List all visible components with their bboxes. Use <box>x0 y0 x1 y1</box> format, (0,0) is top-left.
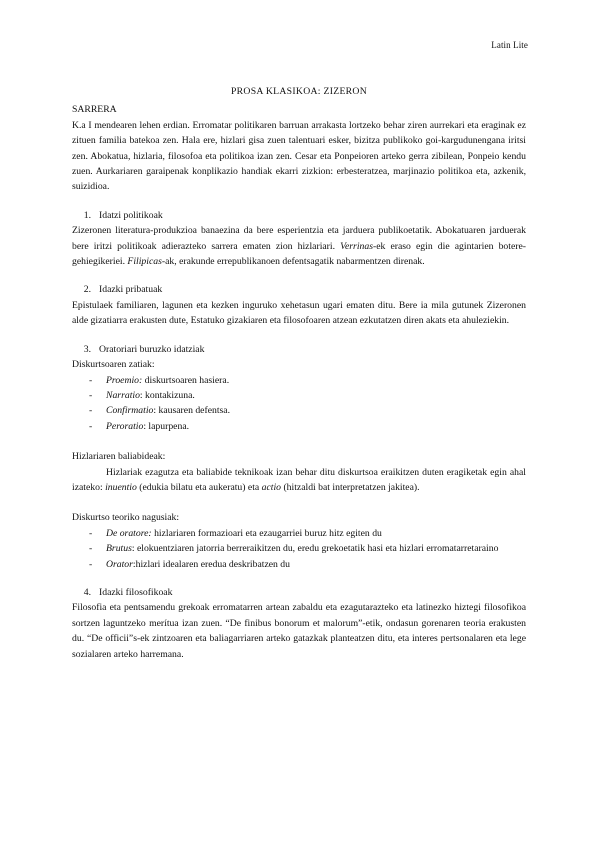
list-term: Proemio: <box>106 374 143 386</box>
list-item <box>72 526 526 541</box>
list-item <box>72 388 526 403</box>
tools-text-a: Hizlariak ezagutza eta baliabide teknikoak izan behar ditu diskurtsoa eraikitzen duten eragiketak egin ahal izateko: <box>72 466 526 493</box>
spacer <box>72 434 526 449</box>
dash-bullet: - <box>89 527 93 539</box>
section-1-em-b: Filipicas <box>127 256 162 268</box>
dash-bullet: - <box>89 374 93 386</box>
section-3-title: Oratoriari buruzko idatziak <box>99 343 205 355</box>
list-item <box>72 541 526 556</box>
section-2-heading <box>72 282 526 297</box>
section-2-number: 2. <box>83 284 91 296</box>
list-desc: diskurtsoaren hasiera. <box>142 374 230 386</box>
list-desc: : lapurpena. <box>143 420 190 432</box>
section-4-title: Idazki filosofikoak <box>99 586 173 598</box>
section-1-heading <box>72 208 526 223</box>
header-label: Latin Lite <box>491 40 528 50</box>
list-term: Confirmatio <box>106 405 154 417</box>
section-1-em-a: Verrinas <box>340 240 373 252</box>
list-term: Brutus <box>106 543 132 555</box>
list-desc: : kontakizuna. <box>139 389 195 401</box>
tools-em-b: actio <box>261 481 282 493</box>
section-1-text-c: -ak, erakunde errepublikanoen defentsagatik nabarmentzen direnak. <box>161 256 425 268</box>
intro-heading: SARRERA <box>72 104 117 116</box>
list-item <box>72 419 526 434</box>
section-1-number: 1. <box>83 209 91 221</box>
spacer <box>72 495 526 510</box>
speech-parts-list <box>72 373 526 435</box>
section-1-text-a: Zizeronen literatura-produkzioa banaezina da bere esperientzia eta jarduera publikoetatik. Abokatuaren jarduerak bere iritzi politikoak adierazteko sarrera ematen zion hizlariari. <box>72 225 526 252</box>
list-desc: hizlariaren formazioari eta ezaugarriei buruz hitz egiten du <box>151 527 382 539</box>
section-1-paragraph <box>72 223 526 269</box>
list-item <box>72 557 526 572</box>
tools-text-c: (hitzaldi bat interpretatzen jakitea). <box>281 481 420 493</box>
section-1-text-b: -ek eraso egin die agintarien botere-gehiegikeriei. <box>72 240 527 268</box>
list-desc: : kausaren defentsa. <box>153 405 231 417</box>
list-item <box>72 403 526 418</box>
section-3-number: 3. <box>83 343 91 355</box>
speaker-tools-paragraph <box>72 465 526 496</box>
section-4-paragraph: Filosofia eta pentsamendu grekoak erromatarren artean zabaldu eta ezagutarazteko eta latinezko hiztegi filosofikoa sortzen laguntzeko merítua izan zuen. “De finibus bonorum et malorum”-etik, ondasun gorenaren teoria erakusten du. “De officii”s-ek zintzoaren eta baliagarriaren arteko gatazkak planteatzen ditu, eta interes pertsonalaren eta lege sozialaren arteko harremana. <box>72 602 526 660</box>
speaker-tools-label: Hizlariaren baliabideak: <box>72 451 166 463</box>
list-item <box>72 373 526 388</box>
section-2-paragraph: Epistulaek familiaren, lagunen eta kezken inguruko xehetasun ugari ematen ditu. Bere ia mila gutunek Zizeronen alde gizatiarra erakusten dute, Estatuko gizakiaren eta filosofoaren atzean ezkutatzen diren akats eta ahuleziekin. <box>72 299 526 327</box>
intro-paragraph: K.a I mendearen lehen erdian. Erromatar politikaren barruan arrakasta lortzeko behar ziren aurrekari eta eraginak ez zituen familia batekoa zen. Hala ere, hizlari gisa zuen talentuari esker, bizitza publikoko goi-kargudunengana iritsi zen. Abokatua, hizlaria, filosofoa eta politikoa izan zen. Cesar eta Ponpeioren arteko gerra zibilean, Ponpeio kendu zuen. Aurkariaren garaipenak konplikazio handiak ekarri zizkion: erbesteratzea, marjinazio politikoa eta, azkenik, suizidioa. <box>72 119 526 193</box>
section-2-title: Idazki pribatuak <box>99 284 163 296</box>
dash-bullet: - <box>89 405 93 417</box>
theory-works-label: Diskurtso teoriko nagusiak: <box>72 512 180 524</box>
theory-works-list <box>72 526 526 572</box>
list-desc: : elokuentziaren jatorria berreraikitzen du, eredu grekoetatik hasi eta hizlari erromatarretaraino <box>131 543 499 555</box>
list-term: Orator <box>106 558 133 570</box>
list-term: Narratio <box>106 389 140 401</box>
document-title: PROSA KLASIKOA: ZIZERON <box>230 86 368 97</box>
section-3-heading <box>72 342 526 357</box>
list-term: Peroratio <box>106 420 144 432</box>
dash-bullet: - <box>89 420 93 432</box>
section-1-title: Idatzi politikoak <box>99 209 163 221</box>
section-4-number: 4. <box>83 586 91 598</box>
tools-text-b: (edukia bilatu eta aukeratu) eta <box>136 481 262 493</box>
section-4-heading <box>72 585 526 600</box>
list-desc: :hizlari idealaren eredua deskribatzen du <box>132 558 290 570</box>
list-term: De oratore: <box>106 527 152 539</box>
tools-em-a: inuentio <box>105 481 137 493</box>
dash-bullet: - <box>89 389 93 401</box>
speech-parts-label: Diskurtsoaren zatiak: <box>72 359 155 371</box>
dash-bullet: - <box>89 558 93 570</box>
dash-bullet: - <box>89 543 93 555</box>
document-body <box>72 84 526 662</box>
